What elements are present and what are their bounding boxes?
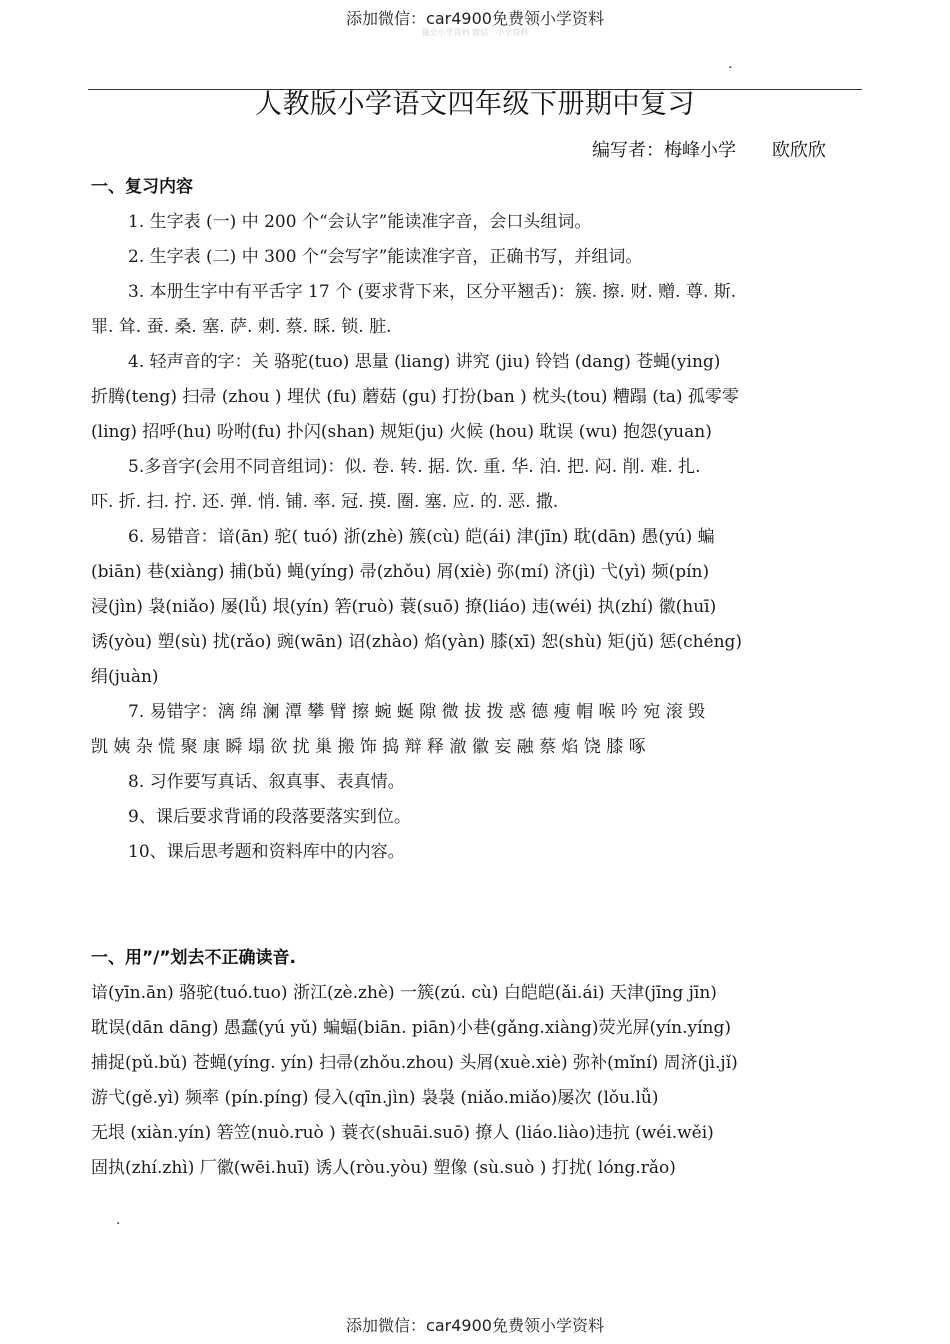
stray-dot: . [116,1212,121,1228]
review-line: 1. 生字表 (一) 中 200 个“会认字”能读准字音，会口头组词。 [128,212,592,232]
page-title: 人教版小学语文四年级下册期中复习 [255,89,695,120]
stray-dot: . [728,56,733,72]
review-line: 10、课后思考题和资料库中的内容。 [128,842,405,862]
exercise-line: 谙(yīn.ān) 骆驼(tuó.tuo) 浙江(zè.zhè) 一簇(zú. cù) 白皑皑(ǎi.ái) 天津(jīng jīn) [91,983,717,1003]
review-line: 2. 生字表 (二) 中 300 个“会写字”能读准字音，正确书写，并组词。 [128,247,643,267]
review-line: 3. 本册生字中有平舌字 17 个 (要求背下来，区分平翘舌)：簇. 擦. 财. 赠. 尊. 斯. [128,282,737,302]
review-line: 罪. 耸. 蚕. 桑. 塞. 萨. 刺. 蔡. 睬. 锁. 脏. [91,317,392,337]
review-line: 折腾(teng) 扫帚 (zhou ) 埋伏 (fu) 蘑菇 (gu) 打扮(ban ) 枕头(tou) 糟蹋 (ta) 孤零零 [91,387,739,407]
review-line: 6. 易错音：谙(ān) 驼( tuó) 浙(zhè) 簇(cù) 皑(ái) 津(jīn) 耽(dān) 愚(yú) 蝙 [128,527,715,547]
exercise-line: 耽误(dān dāng) 愚蠢(yú yǔ) 蝙蝠(biān. piān)小巷(gǎng.xiàng)荧光屏(yín.yíng) [91,1018,731,1038]
top-watermark-banner: 添加微信：car4900免费领小学资料 [346,9,604,28]
review-line: 诱(yòu) 塑(sù) 扰(rǎo) 豌(wān) 诏(zhào) 焰(yàn) 膝(xī) 恕(shù) 矩(jǔ) 惩(chéng) [91,632,743,652]
section1-heading: 一、复习内容 [91,177,193,197]
faint-header-text: 最全小学资料 微信：小学资料 [421,28,529,37]
review-line: 4. 轻声音的字：关 骆驼(tuo) 思量 (liang) 讲究 (jiu) 铃铛 (dang) 苍蝇(ying) [128,352,721,372]
author-label: 编写者：梅峰小学 [592,140,736,161]
review-line: 9、课后要求背诵的段落要落实到位。 [128,807,411,827]
review-line: 7. 易错字：漓 绵 澜 潭 攀 臂 擦 蜿 蜒 隙 微 拔 拨 惑 德 瘦 帽 喉 吟 宛 滚 毁 [128,702,706,722]
review-line: 绢(juàn) [91,667,159,687]
review-line: 8. 习作要写真话、叙真事、表真情。 [128,772,405,792]
bottom-watermark-banner: 添加微信：car4900免费领小学资料 [346,1316,604,1335]
review-line: (biān) 巷(xiàng) 捕(bǔ) 蝇(yíng) 帚(zhǒu) 屑(xiè) 弥(mí) 济(jì) 弋(yì) 频(pín) [91,562,710,582]
author-line [592,136,826,162]
section2-heading: 一、用”/”划去不正确读音. [91,948,297,968]
review-line: 5.多音字(会用不同音组词)：似. 卷. 转. 据. 饮. 重. 华. 泊. 把. 闷. 削. 难. 扎. [128,457,701,477]
author-name: 欧欣欣 [772,140,826,161]
review-line: 凯 姨 杂 慌 聚 康 瞬 塌 欲 扰 巢 搬 饰 捣 辩 释 澈 徽 妄 融 蔡 焰 饶 膝 啄 [91,737,646,757]
exercise-line: 游弋(gě.yì) 频率 (pín.píng) 侵入(qīn.jìn) 袅袅 (niǎo.miǎo)屡次 (lǒu.lǚ) [91,1088,659,1108]
exercise-line: 无垠 (xiàn.yín) 箬笠(nuò.ruò ) 蓑衣(shuāi.suō) 撩人 (liáo.liào)违抗 (wéi.wěi) [91,1123,714,1143]
review-line: (ling) 招呼(hu) 吩咐(fu) 扑闪(shan) 规矩(ju) 火候 (hou) 耽误 (wu) 抱怨(yuan) [91,422,712,442]
review-line: 吓. 折. 扫. 拧. 还. 弹. 悄. 铺. 率. 冠. 摸. 圈. 塞. 应. 的. 恶. 撒. [91,492,559,512]
exercise-line: 固执(zhí.zhì) 厂徽(wēi.huī) 诱人(ròu.yòu) 塑像 (sù.suò ) 打扰( lóng.rǎo) [91,1158,676,1178]
review-line: 浸(jìn) 袅(niǎo) 屡(lǚ) 垠(yín) 箬(ruò) 蓑(suō) 撩(liáo) 违(wéi) 执(zhí) 徽(huī) [91,597,717,617]
exercise-line: 捕捉(pǔ.bǔ) 苍蝇(yíng. yín) 扫帚(zhǒu.zhou) 头屑(xuè.xiè) 弥补(mǐní) 周济(jì.jǐ) [91,1053,738,1073]
